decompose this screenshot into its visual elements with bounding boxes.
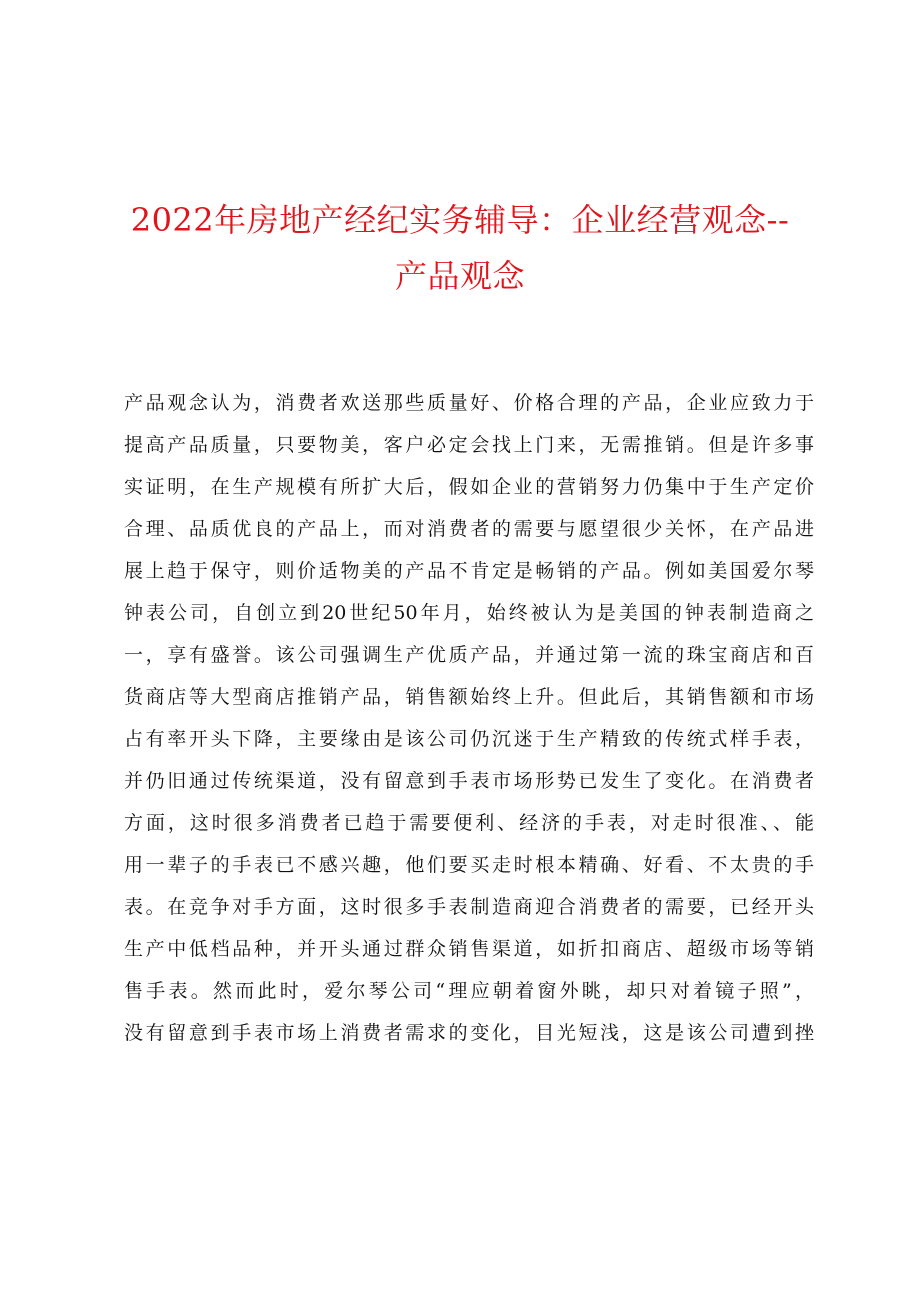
body-line: 用一辈子的手表已不感兴趣，他们要买走时根本精确、好看、不太贵的手 <box>124 854 814 876</box>
body-line: 生产中低档品种，并开头通过群众销售渠道，如折扣商店、超级市场等销 <box>124 938 814 960</box>
body-line: 一，享有盛誉。该公司强调生产优质产品，并通过第一流的珠宝商店和百 <box>124 644 814 666</box>
document-title <box>80 192 840 304</box>
body-line: 售手表。然而此时，爱尔琴公司“理应朝着窗外眺，却只对着镜子照”， <box>124 980 814 1002</box>
body-line: 表。在竞争对手方面，这时很多手表制造商迎合消费者的需要，已经开头 <box>124 896 814 918</box>
body-line: 没有留意到手表市场上消费者需求的变化，目光短浅，这是该公司遭到挫 <box>124 1022 814 1044</box>
title-line: 2022年房地产经纪实务辅导：企业经营观念-- <box>130 201 790 239</box>
body-line: 货商店等大型商店推销产品，销售额始终上升。但此后，其销售额和市场 <box>124 686 814 708</box>
body-paragraph <box>124 382 814 1054</box>
body-line: 合理、品质优良的产品上，而对消费者的需要与愿望很少关怀，在产品进 <box>124 518 814 540</box>
body-line: 方面，这时很多消费者已趋于需要便利、经济的手表，对走时很准、、能 <box>124 812 814 834</box>
title-line: 产品观念 <box>394 257 525 295</box>
body-line: 并仍旧通过传统渠道，没有留意到手表市场形势已发生了变化。在消费者 <box>124 770 814 792</box>
body-line: 提高产品质量，只要物美，客户必定会找上门来，无需推销。但是许多事 <box>124 434 814 456</box>
body-line: 占有率开头下降，主要缘由是该公司仍沉迷于生产精致的传统式样手表， <box>124 728 814 750</box>
body-line: 实证明，在生产规模有所扩大后，假如企业的营销努力仍集中于生产定价 <box>124 476 814 498</box>
body-line: 产品观念认为，消费者欢送那些质量好、价格合理的产品，企业应致力于 <box>124 392 814 414</box>
body-line: 展上趋于保守，则价适物美的产品不肯定是畅销的产品。例如美国爱尔琴 <box>124 560 814 582</box>
body-line: 钟表公司，自创立到20世纪50年月，始终被认为是美国的钟表制造商之 <box>124 602 814 624</box>
